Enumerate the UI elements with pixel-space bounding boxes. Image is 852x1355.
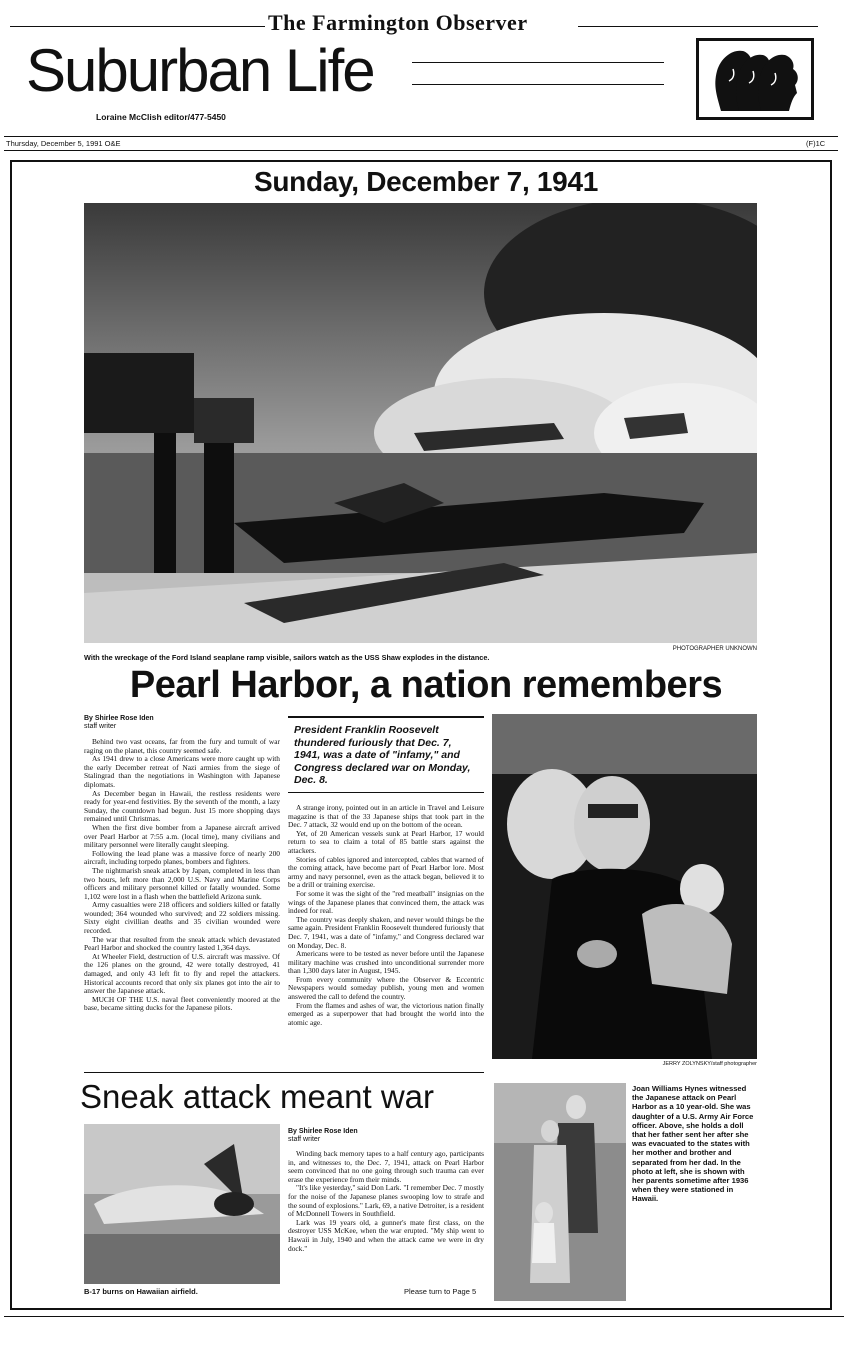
portrait-photo (492, 714, 757, 1059)
paper-name: The Farmington Observer (268, 10, 528, 35)
paragraph: Americans were to be tested as never before until the Japanese military machine was crushed into unconditional surrender more than 1,300 days later in August, 1945. (288, 949, 484, 976)
pull-quote-rule-bottom (288, 792, 484, 793)
paragraph: When the first dive bomber from a Japanese aircraft arrived over Pearl Harbor at 7:55 a.m. (local time), many civilians and military personnel were literally caught sleeping. (84, 822, 280, 850)
masthead-rule-left (10, 26, 265, 27)
pull-quote-rule-top (288, 716, 484, 718)
main-story-column-2 (288, 804, 484, 1066)
paragraph: Yet, of 20 American vessels sunk at Pearl Harbor, 17 would return to sea to claim a total of 85 battle stars against the attackers. (288, 828, 484, 855)
dateline-rule-top (4, 136, 838, 137)
editor-line: Loraine McClish editor/477-5450 (96, 112, 226, 122)
paragraph: Following the lead plane was a massive force of nearly 200 aircraft, including torpedo planes, bombers and fighters. (84, 848, 280, 867)
b17-caption: B-17 burns on Hawaiian airfield. (84, 1287, 198, 1296)
masthead-rule-mid2 (412, 84, 664, 85)
paragraph: Army casualties were 218 officers and soldiers killed or fatally wounded; 364 wounded who survived; and 22 soldiers missing. Sixty eight civillian deaths and 35 civilian wounded were recorded. (84, 900, 280, 936)
paragraph: Winding back memory tapes to a half century ago, participants in, and witnesses to, the Dec. 7, 1941, attack on Pearl Harbor seem convinced that no one going through such trauma can ever erase the experience from their minds. (288, 1150, 484, 1184)
second-byline: By Shirlee Rose Iden (288, 1128, 358, 1135)
section-divider (84, 1072, 484, 1073)
paragraph: MUCH OF THE U.S. naval fleet conveniently moored at the base, became sitting ducks for the Japanese pilots. (84, 994, 280, 1013)
paragraph: "It's like yesterday," said Don Lark. "I remember Dec. 7 mostly for the noise of the Japanese planes swooping low to strafe and the sound of explosions." Lark, 69, a native Detroiter, is a resident of McDonnell Towers in Southfield. (288, 1183, 484, 1219)
main-headline: Pearl Harbor, a nation remembers (129, 664, 723, 706)
section-logo (696, 38, 814, 120)
attack-photo-image (84, 203, 757, 643)
paragraph: For some it was the sight of the "red meatball" insignias on the wings of the Japanese planes that convinced them, the attack was indeed for real. (288, 888, 484, 916)
faces-logo-icon (699, 41, 811, 117)
attack-photo (84, 203, 757, 643)
main-story-column-1 (84, 738, 280, 1064)
second-story-column (288, 1150, 484, 1280)
paragraph: Behind two vast oceans, far from the fury and tumult of war raging on the planet, this country seemed safe. (84, 738, 280, 755)
masthead-rule-mid1 (412, 62, 664, 63)
dateline-rule-bottom (4, 150, 838, 151)
pull-quote: President Franklin Roosevelt thundered furiously that Dec. 7, 1941, was a date of "infamy," and Congress declared war on Monday, Dec. 8. (294, 724, 471, 786)
paragraph: Stories of cables ignored and intercepted, cables that warned of the coming attack, have become part of Pearl Harbor lore. Most army and navy personnel, even as the attack began, believed it to be a drill or training exercise. (288, 854, 484, 890)
b17-photo-image (84, 1124, 280, 1284)
paragraph: At Wheeler Field, destruction of U.S. aircraft was massive. Of the 126 planes on the ground, 42 were totally destroyed, 41 damaged, and only 43 left fit to fly and repel the attackers. Historical accounts record that only six planes got into the air to answer the Japanese attack. (84, 951, 280, 996)
portrait-photo-image (492, 714, 757, 1059)
section-title: Suburban Life (26, 37, 374, 104)
second-byline-role: staff writer (288, 1136, 321, 1143)
side-caption: Joan Williams Hynes witnessed the Japanese attack on Pearl Harbor as a 10 year-old. She was daughter of a U.S. Army Air Force officer. Above, she holds a doll that her father sent her after she was evacuated to the states with her mother and brother and separated from her dad. In the photo at left, she is shown with her parents sometime after 1936 when they were stationed in Hawaii. (632, 1084, 754, 1204)
paragraph: A strange irony, pointed out in an article in Travel and Leisure magazine is that of the 33 Japanese ships that took part in the Dec. 7 attack, 32 would end up on the bottom of the ocean. (288, 804, 484, 830)
paragraph: From the flames and ashes of war, the victorious nation finally emerged as a superpower that had brought the world into the atomic age. (288, 1000, 484, 1027)
second-headline: Sneak attack meant war (80, 1078, 435, 1115)
date-headline: Sunday, December 7, 1941 (253, 166, 599, 197)
main-byline: By Shirlee Rose Iden (84, 715, 154, 722)
photo-caption: With the wreckage of the Ford Island seaplane ramp visible, sailors watch as the USS Shaw explodes in the distance. (84, 653, 490, 662)
jump-line[interactable]: Please turn to Page 5 (404, 1287, 477, 1296)
paragraph: Lark was 19 years old, a gunner's mate first class, on the destroyer USS McKee, when the war erupted. "My ship went to Hawaii in July, 1940 and when the attack came we were in dry dock." (288, 1217, 484, 1253)
paragraph: As December began in Hawaii, the restless residents were ready for year-end festivities. By the seventh of the month, a lazy Sunday, the countdown had begun. Just 15 more shopping days remained until Christmas. (84, 788, 280, 824)
family-photo-image (494, 1083, 626, 1301)
paragraph: The country was deeply shaken, and never would things be the same again. President Franklin Roosevelt thundered furiously that Dec. 7, 1941, was a date of "infamy," and Congress declared war on Monday, Dec. 8. (288, 914, 484, 950)
dateline: Thursday, December 5, 1991 O&E (6, 139, 121, 148)
paragraph: From every community where the Observer & Eccentric Newspapers would someday publish, young men and women answered the call to defend the country. (288, 974, 484, 1002)
paragraph: The nightmarish sneak attack by Japan, completed in less than two hours, left more than 2,000 U.S. Navy and Marine Corps officers and military personnel killed or fatally wounded. Some 1,102 were lost in a flash when the battlefield Arizona sunk. (84, 865, 280, 901)
main-byline-role: staff writer (84, 723, 117, 730)
page-code: (F)1C (806, 139, 826, 148)
page-bottom-rule (4, 1316, 844, 1317)
family-photo (494, 1083, 626, 1301)
b17-photo (84, 1124, 280, 1284)
paragraph: As 1941 drew to a close Americans were more caught up with the early December retreat of Nazi armies from the siege of Stalingrad than the negotiations in Washington with Japanese diplomats. (84, 754, 280, 789)
paragraph: The war that resulted from the sneak attack which devastated Pearl Harbor and shocked the country lasted 1,364 days. (84, 934, 280, 953)
photo-credit: PHOTOGRAPHER UNKNOWN (672, 646, 757, 652)
masthead-rule-right (578, 26, 818, 27)
portrait-credit: JERRY ZOLYNSKY/staff photographer (662, 1061, 757, 1067)
